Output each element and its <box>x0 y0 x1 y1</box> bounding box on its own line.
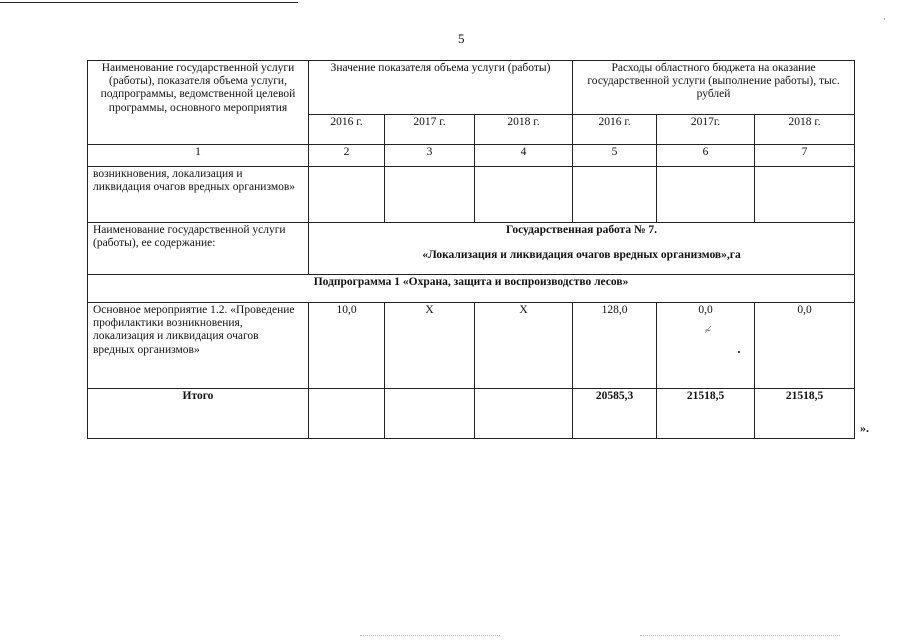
measure-name: Основное мероприятие 1.2. «Проведение профилактики возникновения, локализация и ликвидация очагов вредных организмов» <box>88 303 309 389</box>
continuation-text: возникновения, локализация и ликвидация очагов вредных организмов» <box>88 167 309 223</box>
year-cell: 2018 г. <box>475 115 573 145</box>
total-label: Итого <box>88 389 309 439</box>
service-title <box>309 223 855 275</box>
column-number: 5 <box>573 145 657 167</box>
header-rule <box>0 2 298 3</box>
column-number: 1 <box>88 145 309 167</box>
column-number-row <box>88 145 855 167</box>
measure-value: 0,0 <box>755 303 855 389</box>
total-value: 20585,3 <box>573 389 657 439</box>
header-expense-group: Расходы областного бюджета на оказание государственной услуги (выполнение работы), тыс. рублей <box>573 61 855 115</box>
page-number: 5 <box>458 31 465 46</box>
margin-mark: · <box>883 14 886 24</box>
header-name-col: Наименование государственной услуги (работы), показателя объема услуги, подпрограммы, ведомственной целевой программы, основного мероприятия <box>88 61 309 145</box>
handwritten-mark: ≁ <box>704 325 712 335</box>
measure-value: 10,0 <box>309 303 385 389</box>
year-cell: 2018 г. <box>755 115 855 145</box>
total-row <box>88 389 855 439</box>
service-title-line-2: «Локализация и ликвидация очагов вредных организмов»,га <box>422 249 741 262</box>
budget-table <box>87 60 855 439</box>
column-number: 4 <box>475 145 573 167</box>
total-value: 21518,5 <box>657 389 755 439</box>
measure-value: Х <box>385 303 475 389</box>
year-cell: 2017г. <box>657 115 755 145</box>
total-value <box>385 389 475 439</box>
total-value <box>475 389 573 439</box>
year-cell: 2016 г. <box>309 115 385 145</box>
measure-value: Х <box>475 303 573 389</box>
service-title-line-1: Государственная работа № 7. <box>506 224 658 236</box>
measure-row <box>88 303 855 389</box>
scan-artifact <box>640 635 840 636</box>
year-cell: 2016 г. <box>573 115 657 145</box>
year-cell: 2017 г. <box>385 115 475 145</box>
column-number: 6 <box>657 145 755 167</box>
scan-artifact <box>360 635 500 636</box>
closing-quote: ». <box>860 421 869 435</box>
total-value: 21518,5 <box>755 389 855 439</box>
measure-value: 128,0 <box>573 303 657 389</box>
header-row-1 <box>88 61 855 115</box>
continuation-row <box>88 167 855 223</box>
column-number: 3 <box>385 145 475 167</box>
service-row <box>88 223 855 275</box>
ink-dot <box>738 351 740 353</box>
header-volume-group: Значение показателя объема услуги (работы) <box>309 61 573 115</box>
column-number: 2 <box>309 145 385 167</box>
subprogram-title: Подпрограмма 1 «Охрана, защита и воспроизводство лесов» <box>88 275 855 303</box>
column-number: 7 <box>755 145 855 167</box>
total-value <box>309 389 385 439</box>
subprogram-row <box>88 275 855 303</box>
measure-value: 0,0 <box>657 303 755 389</box>
service-label: Наименование государственной услуги (работы), ее содержание: <box>88 223 309 275</box>
